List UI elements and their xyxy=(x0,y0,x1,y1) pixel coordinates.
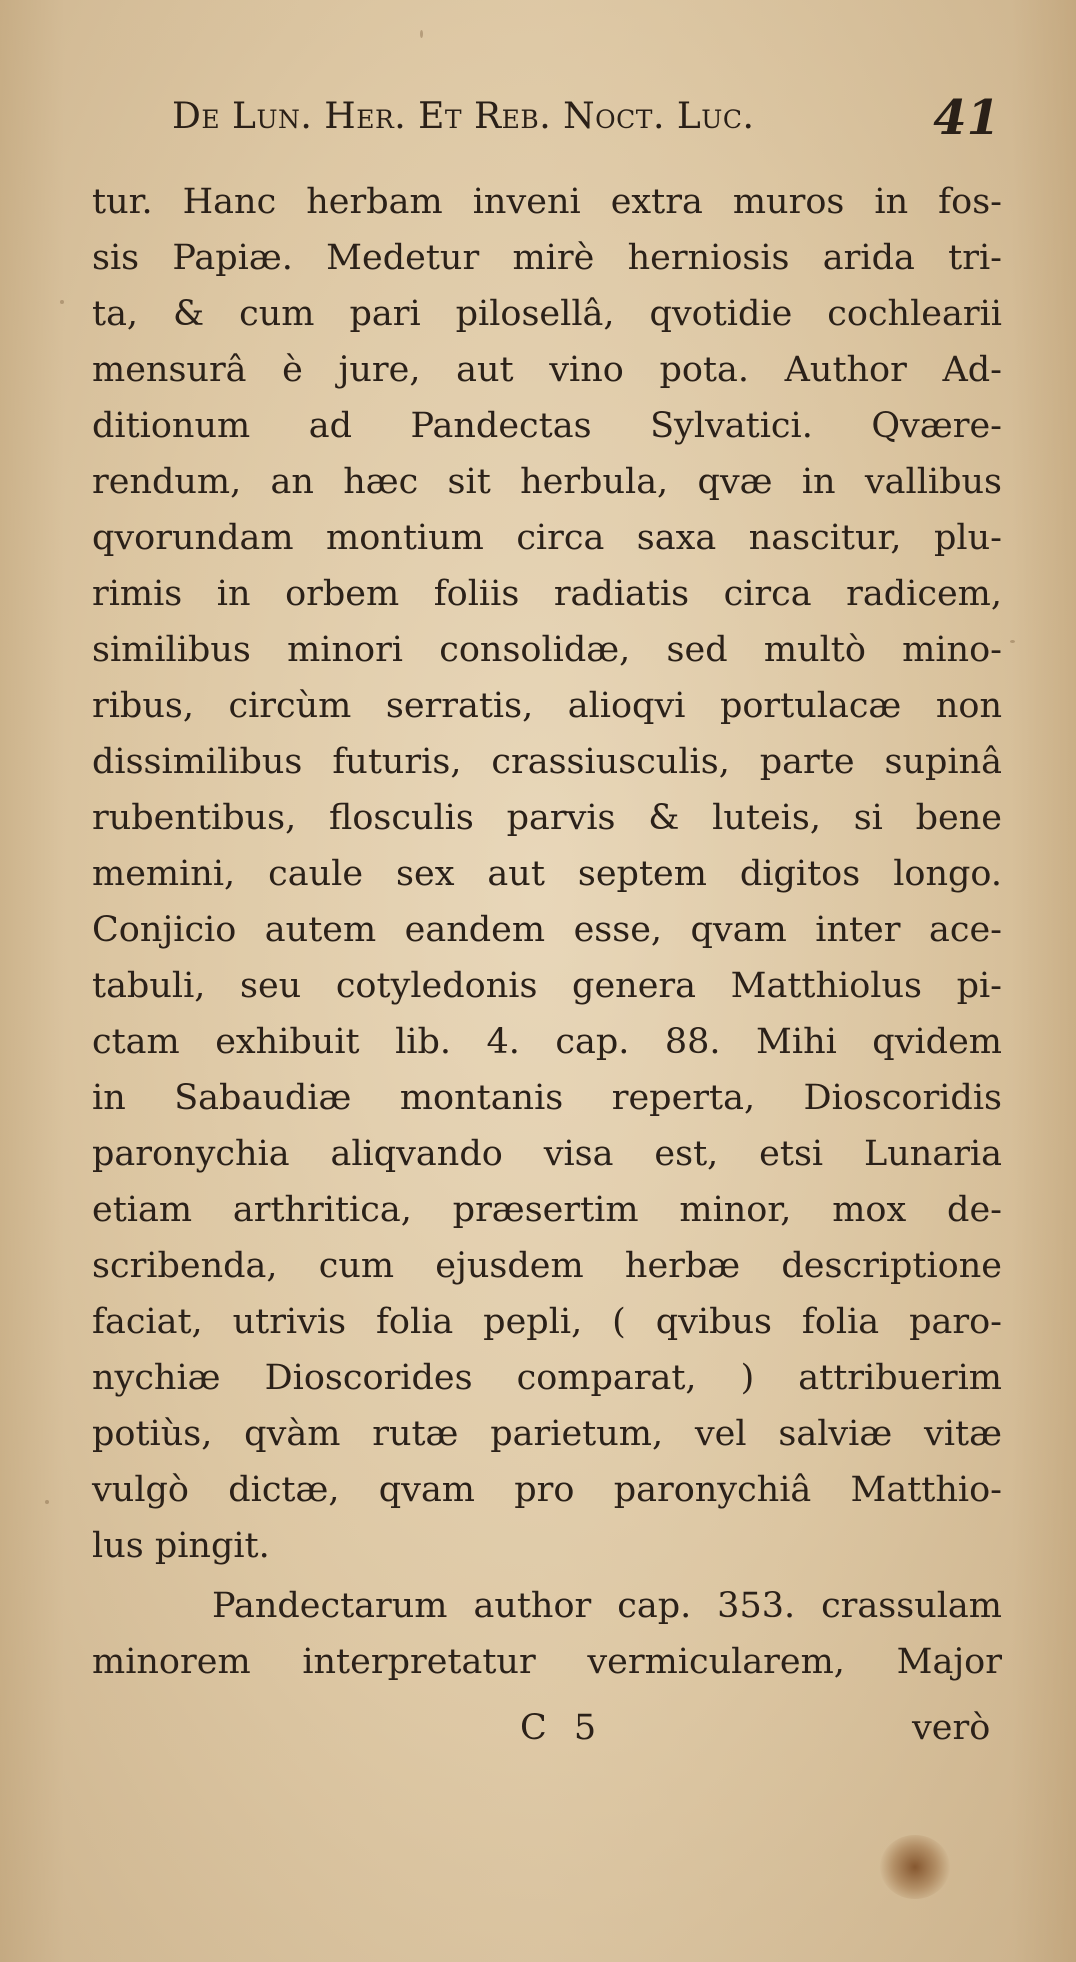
running-head-title: De Lun. Her. Et Reb. Noct. Luc. xyxy=(172,96,755,137)
text-line: etiam arthritica, præsertim minor, mox de- xyxy=(92,1190,1002,1230)
text-line: faciat, utrivis folia pepli, ( qvibus folia paro- xyxy=(92,1302,1002,1342)
catchword: verò xyxy=(912,1708,991,1748)
text-line: similibus minori consolidæ, sed multò mino- xyxy=(92,630,1002,670)
text-line: Pandectarum author cap. 353. crassulam xyxy=(212,1586,1002,1626)
text-line: ta, & cum pari pilosellâ, qvotidie cochlearii xyxy=(92,294,1002,334)
text-line: dissimilibus futuris, crassiusculis, parte supinâ xyxy=(92,742,1002,782)
paper-speck xyxy=(60,300,64,304)
text-line: ctam exhibuit lib. 4. cap. 88. Mihi qvidem xyxy=(92,1022,1002,1062)
text-line: ribus, circùm serratis, alioqvi portulacæ non xyxy=(92,686,1002,726)
paper-speck xyxy=(420,30,423,38)
paper-speck xyxy=(1010,640,1015,643)
text-line: rendum, an hæc sit herbula, qvæ in vallibus xyxy=(92,462,1002,502)
page-number: 41 xyxy=(933,90,1000,146)
text-line: paronychia aliqvando visa est, etsi Lunaria xyxy=(92,1134,1002,1174)
text-line: scribenda, cum ejusdem herbæ descriptione xyxy=(92,1246,1002,1286)
text-line: qvorundam montium circa saxa nascitur, plu- xyxy=(92,518,1002,558)
signature-mark: C 5 xyxy=(520,1708,605,1748)
text-line: sis Papiæ. Medetur mirè herniosis arida tri- xyxy=(92,238,1002,278)
text-line: potiùs, qvàm rutæ parietum, vel salviæ vitæ xyxy=(92,1414,1002,1454)
text-line: in Sabaudiæ montanis reperta, Dioscoridis xyxy=(92,1078,1002,1118)
text-line: Conjicio autem eandem esse, qvam inter ace- xyxy=(92,910,1002,950)
text-line: nychiæ Dioscorides comparat, ) attribuerim xyxy=(92,1358,1002,1398)
text-line: vulgò dictæ, qvam pro paronychiâ Matthio- xyxy=(92,1470,1002,1510)
text-line: rimis in orbem foliis radiatis circa radicem, xyxy=(92,574,1002,614)
paper-stain xyxy=(880,1835,950,1899)
text-line: mensurâ è jure, aut vino pota. Author Ad- xyxy=(92,350,1002,390)
paper-speck xyxy=(45,1500,49,1504)
text-line: tur. Hanc herbam inveni extra muros in fos- xyxy=(92,182,1002,222)
text-line: memini, caule sex aut septem digitos longo. xyxy=(92,854,1002,894)
text-line: rubentibus, flosculis parvis & luteis, si bene xyxy=(92,798,1002,838)
text-line: tabuli, seu cotyledonis genera Matthiolus pi- xyxy=(92,966,1002,1006)
running-head xyxy=(172,92,1022,152)
text-line: ditionum ad Pandectas Sylvatici. Qvære- xyxy=(92,406,1002,446)
text-line: lus pingit. xyxy=(92,1526,270,1566)
text-line: minorem interpretatur vermicularem, Major xyxy=(92,1642,1002,1682)
